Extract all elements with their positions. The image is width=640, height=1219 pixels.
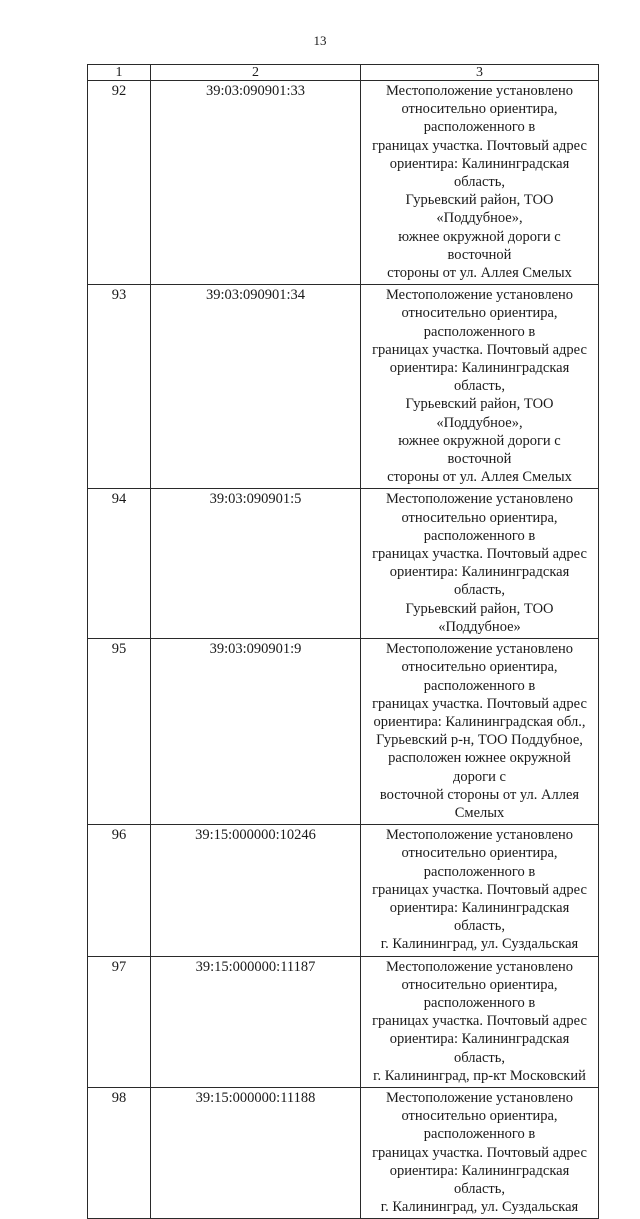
- cadastral-number: 39:03:090901:34: [151, 285, 361, 489]
- location-description: Местоположение установлено относительно ориентира, расположенного в границах участка. Почтовый адрес ориентира: Калининградская область, г. Калининград, ул. Суздальская: [361, 1087, 599, 1218]
- table-row: [88, 81, 599, 285]
- cadastral-number: 39:03:090901:33: [151, 81, 361, 285]
- table-row: [88, 285, 599, 489]
- location-description: Местоположение установлено относительно ориентира, расположенного в границах участка. Почтовый адрес ориентира: Калининградская область, Гурьевский район, ТОО «Поддубное», южнее окружной дороги с восточной стороны от ул. Аллея Смелых: [361, 81, 599, 285]
- row-number: 95: [88, 639, 151, 825]
- location-description: Местоположение установлено относительно ориентира, расположенного в границах участка. Почтовый адрес ориентира: Калининградская область, г. Калининград, ул. Суздальская: [361, 825, 599, 956]
- table-row: [88, 639, 599, 825]
- location-description: Местоположение установлено относительно ориентира, расположенного в границах участка. Почтовый адрес ориентира: Калининградская область, Гурьевский район, ТОО «Поддубное»: [361, 489, 599, 639]
- table-row: [88, 825, 599, 956]
- cadastral-number: 39:15:000000:10246: [151, 825, 361, 956]
- table-header: [88, 65, 599, 81]
- location-description: Местоположение установлено относительно ориентира, расположенного в границах участка. Почтовый адрес ориентира: Калининградская область, г. Калининград, пр-кт Московский: [361, 956, 599, 1087]
- page-number: 13: [313, 33, 327, 48]
- cadastral-number: 39:15:000000:11187: [151, 956, 361, 1087]
- column-header-1: 1: [88, 65, 151, 81]
- cadastral-number: 39:03:090901:5: [151, 489, 361, 639]
- column-header-3: 3: [361, 65, 599, 81]
- row-number: 92: [88, 81, 151, 285]
- land-plots-table: [87, 64, 599, 1219]
- table-row: [88, 1087, 599, 1218]
- table-body: [88, 81, 599, 1219]
- row-number: 94: [88, 489, 151, 639]
- column-header-2: 2: [151, 65, 361, 81]
- table-row: [88, 489, 599, 639]
- row-number: 98: [88, 1087, 151, 1218]
- row-number: 93: [88, 285, 151, 489]
- header-row: [88, 65, 599, 81]
- cadastral-number: 39:15:000000:11188: [151, 1087, 361, 1218]
- cadastral-number: 39:03:090901:9: [151, 639, 361, 825]
- table-row: [88, 956, 599, 1087]
- location-description: Местоположение установлено относительно ориентира, расположенного в границах участка. Почтовый адрес ориентира: Калининградская обл., Гурьевский р-н, ТОО Поддубное, расположен южнее окружной дороги с восточной стороны от ул. Аллея Смелых: [361, 639, 599, 825]
- location-description: Местоположение установлено относительно ориентира, расположенного в границах участка. Почтовый адрес ориентира: Калининградская область, Гурьевский район, ТОО «Поддубное», южнее окружной дороги с восточной стороны от ул. Аллея Смелых: [361, 285, 599, 489]
- row-number: 97: [88, 956, 151, 1087]
- row-number: 96: [88, 825, 151, 956]
